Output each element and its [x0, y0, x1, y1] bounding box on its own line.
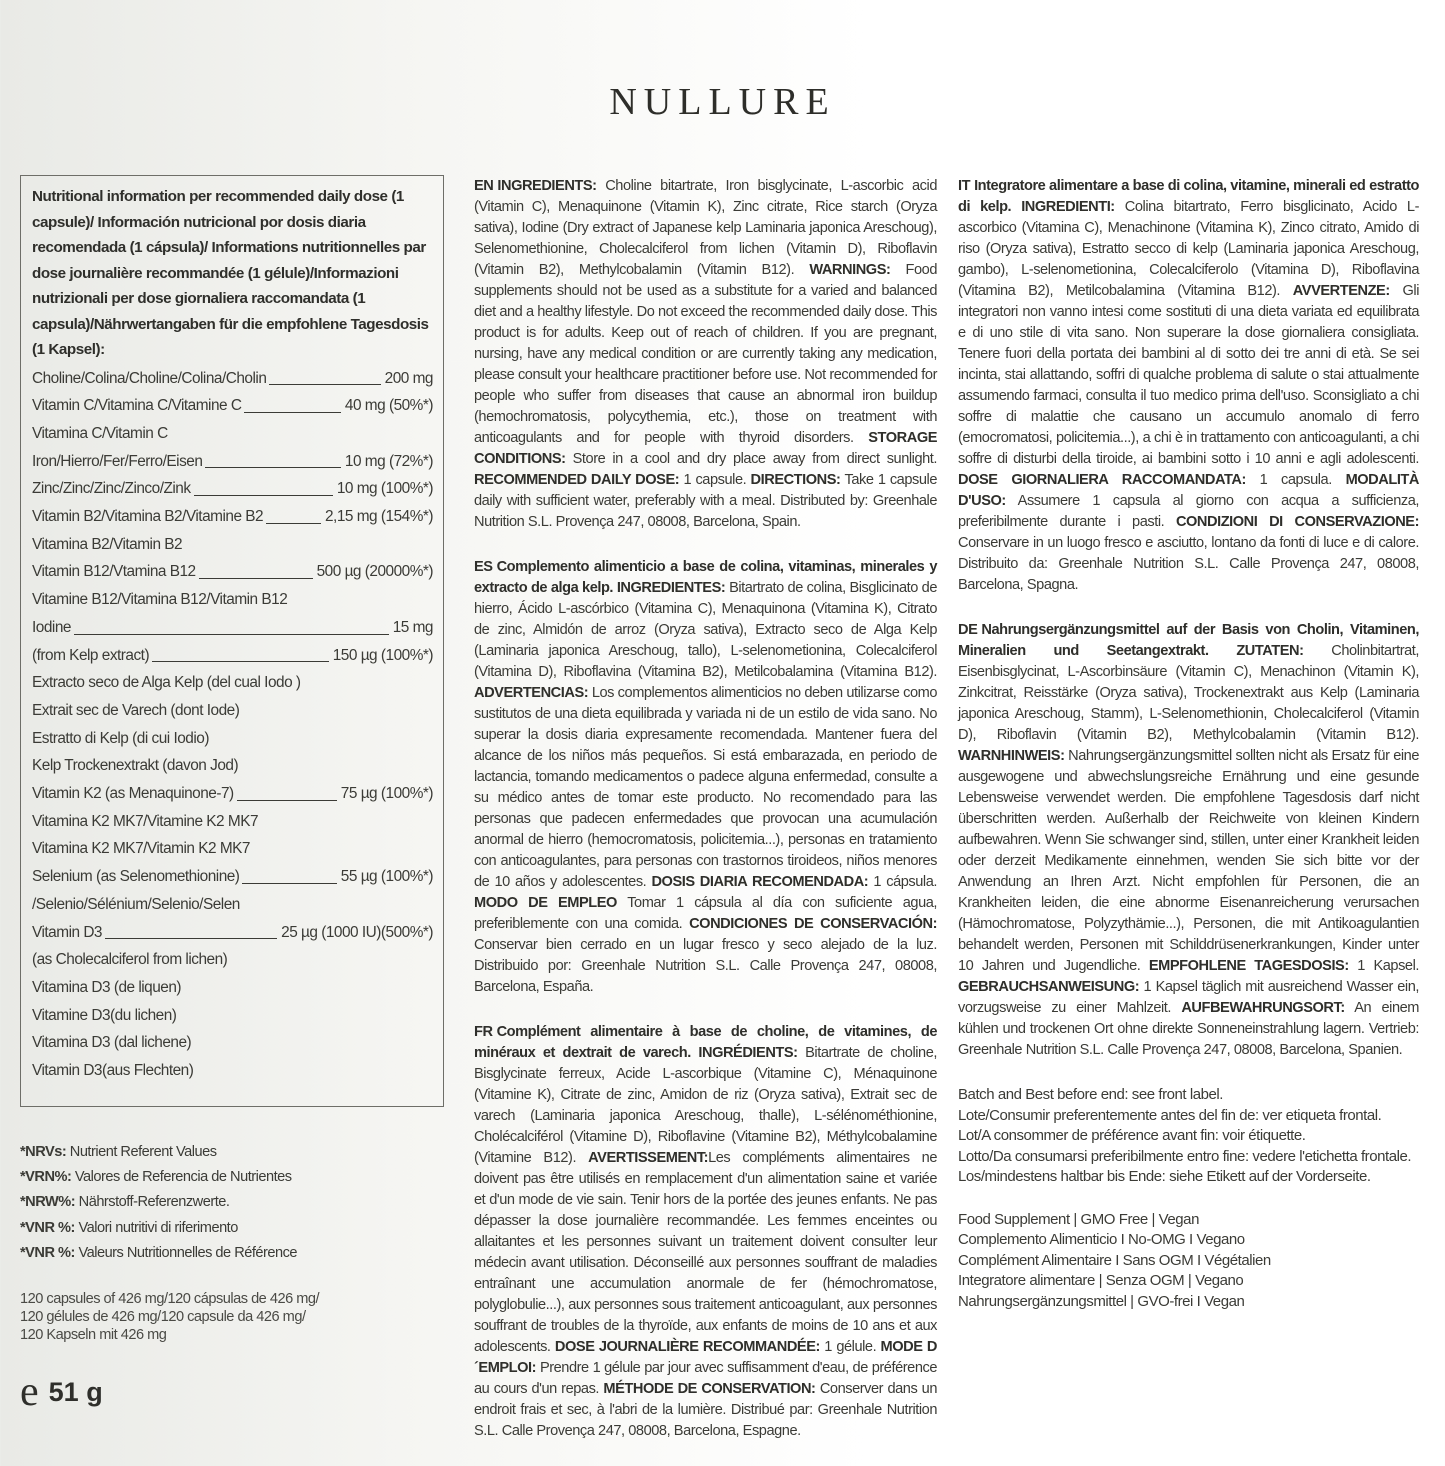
nutrition-row [32, 558, 433, 586]
nutrition-row [32, 642, 433, 670]
leader-line [269, 384, 380, 385]
nrv-legend [20, 1140, 297, 1266]
nutrient-amount: 10 mg (100%*) [336, 480, 433, 498]
nutrient-name: Iron/Hierro/Fer/Ferro/Eisen [32, 452, 203, 470]
nutrition-row [32, 725, 433, 753]
nutrition-rows [32, 365, 433, 1085]
batch-line: Lote/Consumir preferentemente antes del fin de: ver etiqueta frontal. [958, 1106, 1382, 1124]
nutrition-table [20, 175, 444, 1107]
nutrient-name: Vitamina D3 (dal lichene) [32, 1034, 192, 1052]
nrv-line: *NRW%: Nährstoff-Referenzwerte. [20, 1194, 230, 1211]
nrv-line: *NRVs: Nutrient Referent Values [20, 1144, 217, 1160]
nutrient-amount: 150 µg (100%*) [332, 646, 433, 664]
capsule-line: 120 gélules de 426 mg/120 capsule da 426 mg/ [20, 1309, 306, 1325]
nutrient-name: (as Cholecalciferol from lichen) [32, 951, 228, 969]
nutrient-name: Selenium (as Selenomethionine) [32, 868, 240, 886]
nutrient-name: Vitamin D3(aus Flechten) [32, 1062, 194, 1080]
claim-line: Complemento Alimenticio I No-OMG I Vegano [958, 1231, 1245, 1248]
leader-line [105, 938, 277, 939]
nrv-line: *VNR %: Valeurs Nutritionnelles de Référence [20, 1244, 298, 1261]
nutrient-name: Kelp Trockenextrakt (davon Jod) [32, 757, 239, 775]
nutrient-name: /Selenio/Sélénium/Selenio/Selen [32, 895, 240, 913]
nutrient-name: Vitamin K2 (as Menaquinone-7) [32, 785, 234, 803]
nutrition-row [32, 863, 433, 891]
nutrient-name: Vitamin C/Vitamina C/Vitamine C [32, 397, 242, 415]
nutrient-amount: 40 mg (50%*) [344, 397, 433, 415]
nutrition-row [32, 614, 433, 642]
nutrient-amount: 15 mg [392, 618, 433, 636]
nutrient-amount: 2,15 mg (154%*) [325, 508, 433, 526]
batch-line: Los/mindestens haltbar bis Ende: siehe Etikett auf der Vorderseite. [958, 1168, 1371, 1185]
batch-line: Batch and Best before end: see front label. [958, 1086, 1224, 1103]
nutrition-row [32, 448, 433, 476]
nutrition-row [32, 946, 433, 974]
right-column [958, 176, 1419, 1312]
weight-value: 51 g [48, 1376, 103, 1407]
nutrient-name: Estratto di Kelp (di cui Iodio) [32, 729, 209, 747]
section-de: DE Nahrungsergänzungsmittel auf der Basis von Cholin, Vitaminen, Mineralien und Seetangextrakt. ZUTATEN: Cholinbitartrat, Eisenbisglycinat, L-Ascorbinsäure (Vitamin C), Menachinon (Vitamin K), Zinkcitrat, Reisstärke (Oryza sativa), Trockenextrakt aus Kelp (Laminaria japonica Areschoug, Stamm), L-Selenomethionin, Cholecalciferol (Vitamin D), Riboflavin (Vitamin B2), Methylcobalamin (Vitamin B12). WARNHINWEIS: Nahrungsergänzungsmittel sollten nicht als Ersatz für eine ausgewogene und abwechslungsreiche Ernährung und eine gesunde Lebensweise verwendet werden. Die empfohlene Tagesdosis darf nicht überschritten werden. Außerhalb der Reichweite von kleinen Kindern aufbewahren. Wenn Sie schwanger sind, stillen, unter einer Krankheit leiden oder derzeit Medikamente einnehmen, wenden Sie sich bitte vor der Anwendung an Ihren Arzt. Nicht empfohlen für Personen, die an Krankheiten leiden, die eine abnorme Eisenanreicherung verursachen (Hämochromatose, Polyzythämie...), Personen, die mit Antikoagulantien behandelt werden, Personen mit Schilddrüsenerkrankungen, Kinder unter 10 Jahren und Jugendliche. EMPFOHLENE TAGESDOSIS: 1 Kapsel. GEBRAUCHSANWEISUNG: 1 Kapsel täglich mit ausreichend Wasser ein, vorzugsweise zu einer Mahlzeit. AUFBEWAHRUNGSORT: An einem kühlen und trockenen Ort ohne direkte Sonneneinstrahlung lagern. Vertrieb: Greenhale Nutrition S.L. Calle Provença 247, 08008, Barcelona, Spanien. [958, 622, 1420, 1058]
nutrient-name: Extrait sec de Varech (dont Iode) [32, 701, 240, 719]
nutrient-name: Extracto seco de Alga Kelp (del cual Iodo ) [32, 674, 301, 692]
nutrition-row [32, 503, 433, 531]
nutrition-row [32, 420, 433, 448]
section-fr: FR Complément alimentaire à base de choline, de vitamines, de minéraux et dextrait de varech. INGRÉDIENTS: Bitartrate de choline, Bisglycinate ferreux, Acide L-ascorbique (Vitamine C), Ménaquinone (Vitamine K), Citrate de zinc, Amidon de riz (Oryza sativa), Extrait sec de varech (Laminaria japonica Areschoug, thalle), L-sélénométhionine, Cholécalciférol (Vitamine D), Riboflavine (Vitamine B2), Méthylcobalamine (Vitamine B12). AVERTISSEMENT:Les compléments alimentaires ne doivent pas être utilisés en remplacement d'un alimentation saine et variée et d'un mode de vie sain. Tenir hors de la portée des jeunes enfants. Ne pas dépasser la dose journalière recommandée. Les femmes enceintes ou allaitantes et les personnes suivant un traitement doivent consulter leur médecin avant utilisation. Déconseillé aux personnes souffrant de maladies entraînant une accumulation anormale de fer (hémochromatose, polyglobulie...), aux personnes sous traitement anticoagulant, aux personnes souffrant de troubles de la thyroïde, aux enfants de moins de 10 ans et aux adolescents. DOSE JOURNALIÈRE RECOMMANDÉE: 1 gélule. MODE D´EMPLOI: Prendre 1 gélule par jour avec suffisamment d'eau, de préférence au cours d'un repas. MÉTHODE DE CONSERVATION: Conserver dans un endroit frais et sec, à l'abri de la lumière. Distribué par: Greenhale Nutrition S.L. Calle Provença 247, 08008, Barcelona, Espagne. [474, 1024, 937, 1439]
claim-line: Food Supplement | GMO Free | Vegan [958, 1210, 1199, 1228]
nutrient-amount: 55 µg (100%*) [340, 868, 433, 886]
batch-line: Lot/A consommer de préférence avant fin: voir étiquette. [958, 1127, 1306, 1144]
nutrition-row [32, 974, 433, 1002]
nutrient-amount: 10 mg (72%*) [344, 452, 433, 470]
nutrient-name: (from Kelp extract) [32, 646, 150, 664]
nutrition-row [32, 835, 433, 863]
nutrient-name: Vitamin D3 [32, 923, 102, 941]
nutrient-amount: 200 mg [384, 369, 433, 387]
nutrition-row [32, 586, 433, 614]
leader-line [237, 800, 337, 801]
capsule-line: 120 capsules of 426 mg/120 cápsulas de 426 mg/ [20, 1291, 320, 1307]
nutrition-row [32, 475, 433, 503]
claim-line: Nahrungsergänzungsmittel | GVO-frei I Vegan [958, 1292, 1245, 1310]
nutrient-name: Vitamin B2/Vitamina B2/Vitamine B2 [32, 508, 264, 526]
nutrient-amount: 500 µg (20000%*) [316, 563, 433, 581]
nutrition-row [32, 1057, 433, 1085]
nutrition-row [32, 891, 433, 919]
nutrient-name: Vitamina K2 MK7/Vitamine K2 MK7 [32, 812, 259, 830]
nutrient-name: Zinc/Zinc/Zinc/Zinco/Zink [32, 480, 191, 498]
product-claims [958, 1210, 1419, 1313]
nutrient-name: Vitamine D3(du lichen) [32, 1006, 177, 1024]
nutrient-amount: 75 µg (100%*) [340, 785, 433, 803]
leader-line [244, 412, 340, 413]
section-en: EN INGREDIENTS: Choline bitartrate, Iron bisglycinate, L-ascorbic acid (Vitamin C), Menaquinone (Vitamin K), Zinc citrate, Rice starch (Oryza sativa), Iodine (Dry extract of Japanese kelp Laminaria japonica Areschoug), Selenomethionine, Cholecalciferol from lichen (Vitamin D), Riboflavin (Vitamin B2), Methylcobalamin (Vitamin B12). WARNINGS: Food supplements should not be used as a substitute for a varied and balanced diet and a healthy lifestyle. Do not exceed the recommended daily dose. This product is for adults. Keep out of reach of children. If you are pregnant, nursing, have any medical condition or are currently taking any medication, please consult your healthcare practitioner before use. Not recommended for people who suffer from diseases that cause an abnormal iron buildup (hemochromatosis, polycythemia, etc.), those on treatment with anticoagulants and for people with thyroid disorders. STORAGE CONDITIONS: Store in a cool and dry place away from direct sunlight. RECOMMENDED DAILY DOSE: 1 capsule. DIRECTIONS: Take 1 capsule daily with sufficient water, preferably with a meal. Distributed by: Greenhale Nutrition S.L. Provença 247, 08008, Barcelona, Spain. [474, 178, 937, 530]
nutrient-name: Vitamina C/Vitamin C [32, 424, 168, 442]
estimated-sign-icon: e [20, 1369, 39, 1415]
nutrition-row [32, 808, 433, 836]
nrv-line: *VRN%: Valores de Referencia de Nutrientes [20, 1169, 292, 1186]
capsule-count [20, 1290, 319, 1344]
middle-column [474, 176, 937, 1466]
section-it: IT Integratore alimentare a base di colina, vitamine, minerali ed estratto di kelp. INGREDIENTI: Colina bitartrato, Ferro bisglicinato, Acido L-ascorbico (Vitamina C), Menachinone (Vitamina K), Zinco citrato, Amido di riso (Oryza sativa), Estratto secco di kelp (Laminaria japonica Areschoug, gambo), L-selenometionina, Colecalciferolo (Vitamina D), Riboflavina (Vitamina B2), Metilcobalamina (Vitamina B12). AVVERTENZE: Gli integratori non vanno intesi come sostituti di una dieta variata ed equilibrata e di uno stile di vita sano. Non superare la dose giornaliera consigliata. Tenere fuori della portata dei bambini al di sotto dei tre anni di età. Se sei incinta, stai allattando, soffri di qualche problema di salute o stai attualmente assumendo farmaci, consulta il tuo medico prima dell'uso. Sconsigliato a chi soffre di malattie che causano un accumulo anomalo di ferro (emocromatosi, policitemia...), a chi è in trattamento con anticoagulanti, a chi soffre di disturbi della tiroide, ai bambini sotto i 10 anni e agli adolescenti. DOSE GIORNALIERA RACCOMANDATA: 1 capsula. MODALITÀ D'USO: Assumere 1 capsula al giorno con acqua a sufficienza, preferibilmente durante i pasti. CONDIZIONI DI CONSERVAZIONE: Conservare in un luogo fresco e asciutto, lontano da fonti di luce e di calore. Distribuito da: Greenhale Nutrition S.L. Calle Provença 247, 08008, Barcelona, Spagna. [958, 178, 1420, 593]
nutrient-name: Vitamine B12/Vitamina B12/Vitamin B12 [32, 591, 288, 609]
nutrition-row [32, 365, 433, 393]
leader-line [242, 883, 336, 884]
brand-logo: NULLURE [609, 81, 836, 123]
leader-line [194, 495, 333, 496]
nutrition-row [32, 1002, 433, 1030]
nutrition-row [32, 752, 433, 780]
leader-line [74, 634, 389, 635]
leader-line [266, 523, 321, 524]
batch-info [958, 1085, 1419, 1188]
nutrition-row [32, 919, 433, 947]
nutrient-name: Choline/Colina/Choline/Colina/Cholin [32, 369, 267, 387]
batch-line: Lotto/Da consumarsi preferibilmente entro fine: vedere l'etichetta frontale. [958, 1147, 1412, 1165]
nutrient-amount: 25 µg (1000 IU)(500%*) [281, 923, 433, 941]
capsule-line: 120 Kapseln mit 426 mg [20, 1327, 167, 1343]
nutrient-name: Vitamina K2 MK7/Vitamin K2 MK7 [32, 840, 250, 858]
net-weight [20, 1369, 103, 1415]
nutrition-row [32, 392, 433, 420]
nutrition-row [32, 780, 433, 808]
nutrient-name: Vitamina B2/Vitamin B2 [32, 535, 183, 553]
nutrient-name: Iodine [32, 618, 71, 636]
nutrient-name: Vitamin B12/Vtamina B12 [32, 563, 196, 581]
leader-line [205, 467, 341, 468]
claim-line: Complément Alimentaire I Sans OGM I Végétalien [958, 1251, 1271, 1269]
nutrition-heading: Nutritional information per recommended daily dose (1 capsule)/ Información nutricional por dosis diaria recomendada (1 cápsula)/ Informations nutritionnelles par dose journalière recommandée (1 gélule)/Informazioni nutrizionali per dose giornaliera raccomandata (1 capsula)/Nährwertangaben für die empfohlene Tagesdosis (1 Kapsel): [32, 188, 429, 358]
nutrient-name: Vitamina D3 (de liquen) [32, 978, 182, 996]
leader-line [152, 661, 329, 662]
nutrition-row [32, 697, 433, 725]
leader-line [199, 578, 313, 579]
nutrition-row [32, 1029, 433, 1057]
section-es: ES Complemento alimenticio a base de colina, vitaminas, minerales y extracto de alga kelp. INGREDIENTES: Bitartrato de colina, Bisglicinato de hierro, Ácido L-ascórbico (Vitamina C), Menaquinona (Vitamina K), Citrato de zinc, Almidón de arroz (Oryza sativa), Extracto seco de Alga Kelp (Laminaria japonica Areschoug, tallo), L-selenometionina, Colecalciferol (Vitamina D), Riboflavina (Vitamina B2), Metilcobalamina (Vitamina B12). ADVERTENCIAS: Los complementos alimenticios no deben utilizarse como sustitutos de una dieta equilibrada y variada ni de un estilo de vida sano. No superar la dosis diaria expresamente recomendada. Mantener fuera del alcance de los niños más pequeños. Si está embarazada, en periodo de lactancia, tomando medicamentos o padece alguna enfermedad, consulte a su médico antes de tomar este producto. No recomendado para las personas que padecen enfermedades que provocan una acumulación anormal de hierro (hemocromatosis, policitemia...), personas en tratamiento con anticoagulantes, para personas con trastornos tiroideos, niños menores de 10 años y adolescentes. DOSIS DIARIA RECOMENDADA: 1 cápsula. MODO DE EMPLEO Tomar 1 cápsula al día con suficiente agua, preferiblemente con una comida. CONDICIONES DE CONSERVACIÓN: Conservar bien cerrado en un lugar fresco y seco alejado de la luz. Distribuido por: Greenhale Nutrition S.L. Calle Provença 247, 08008, Barcelona, España. [474, 559, 938, 995]
nutrition-row [32, 531, 433, 559]
nutrition-row [32, 669, 433, 697]
nrv-line: *VNR %: Valori nutritivi di riferimento [20, 1219, 238, 1236]
claim-line: Integratore alimentare | Senza OGM | Vegano [958, 1272, 1244, 1289]
